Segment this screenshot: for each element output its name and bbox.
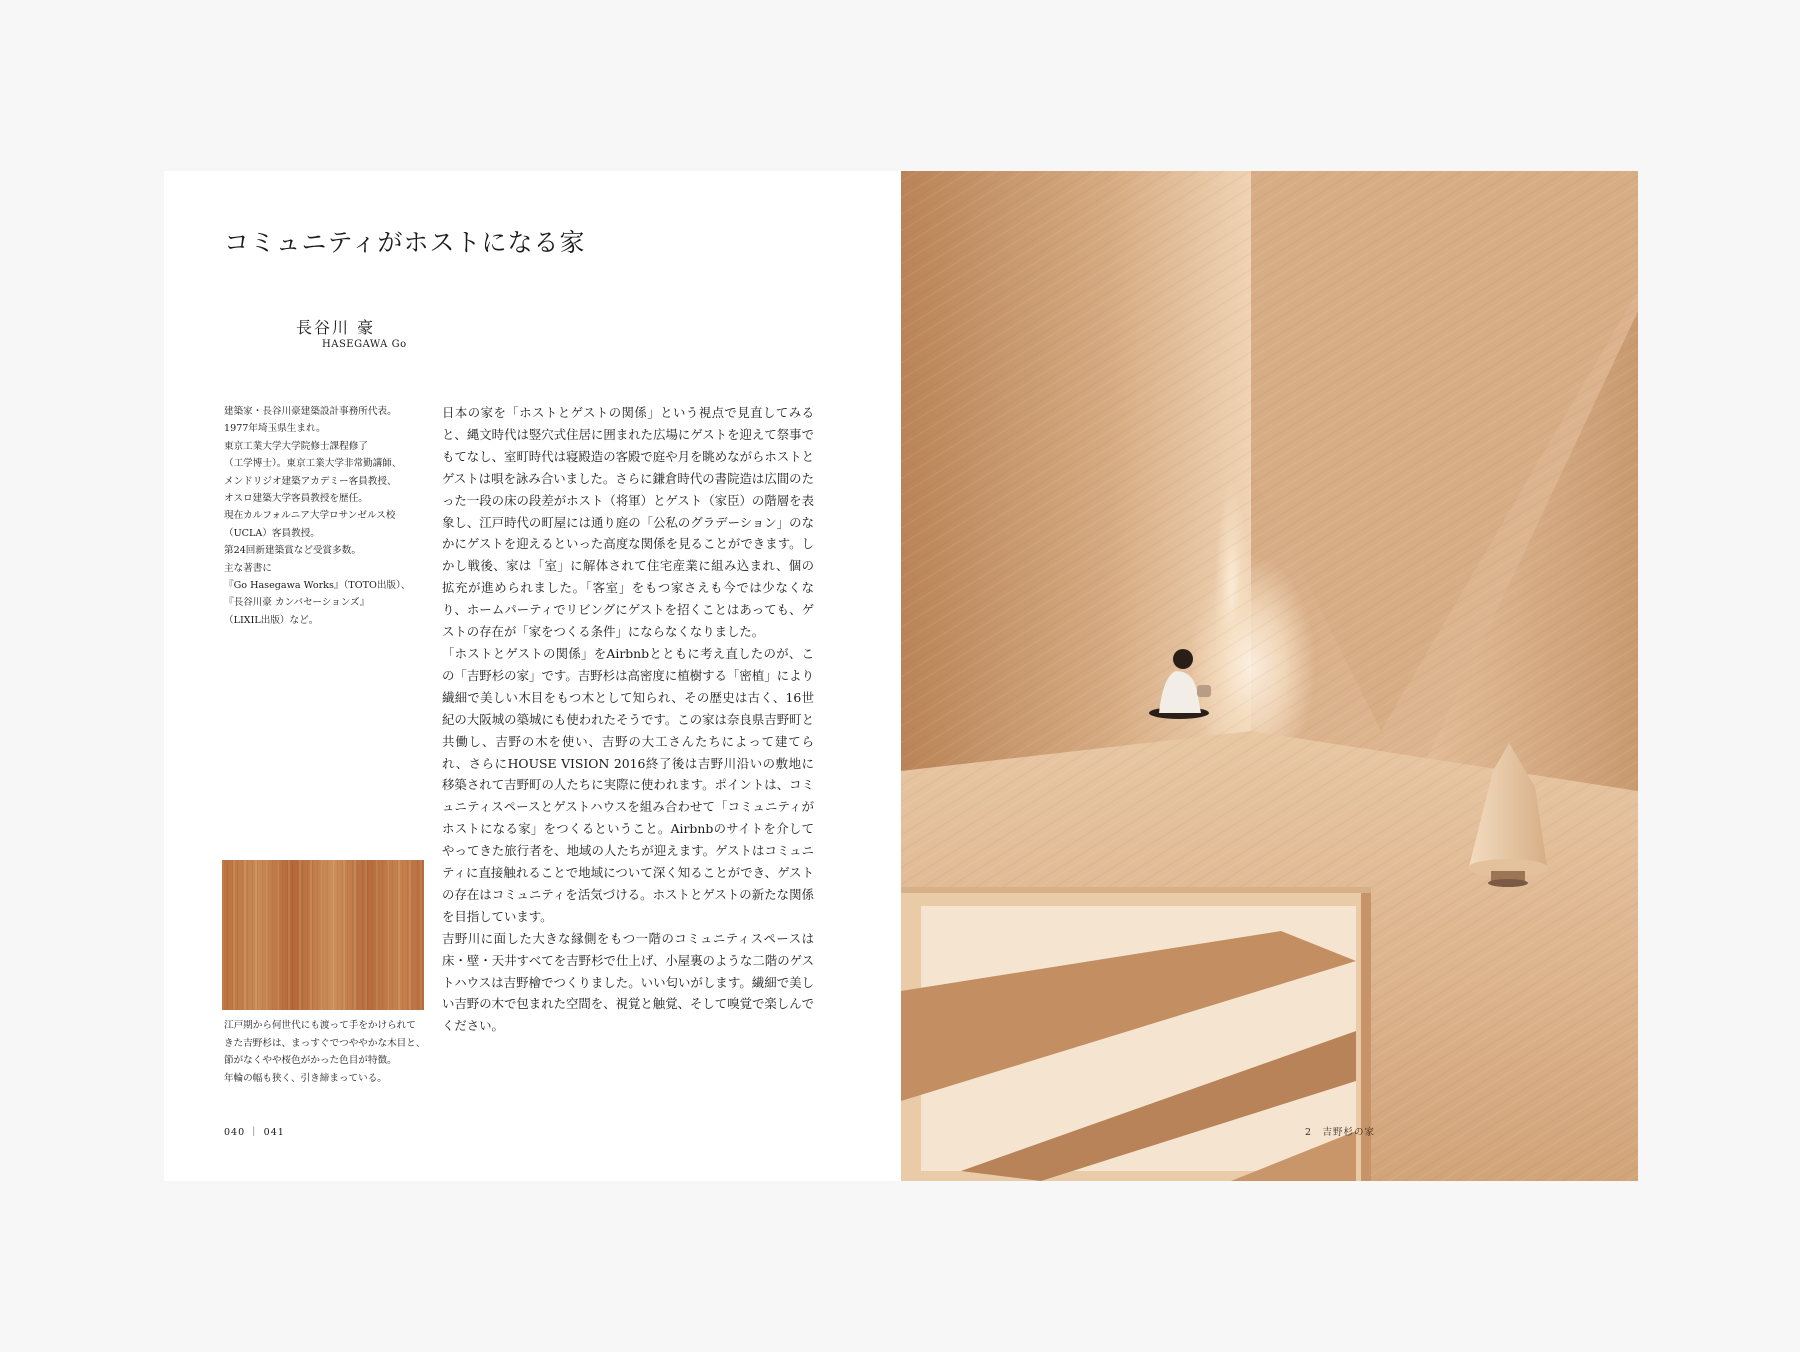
article-title: コミュニティがホストになる家 — [224, 228, 586, 257]
right-page-photo — [901, 171, 1638, 1181]
author-name-en: HASEGAWA Go — [322, 339, 407, 350]
caption-line: きた吉野杉は、まっすぐでつややかな木目と、 — [224, 1037, 426, 1049]
article-body — [442, 402, 814, 1037]
photo-caption: 2 吉野杉の家 — [1305, 1127, 1376, 1138]
body-paragraph: 「ホストとゲストの関係」をAirbnbとともに考え直したのが、この「吉野杉の家」です。吉野杉は高密度に植樹する「密植」により繊細で美しい木目をもつ木として知られ、その歴史は古く、16世紀の大阪城の築城にも使われたそうです。この家は奈良県吉野町と共働し、吉野の木を使い、吉野の大工さんたちによって建てられ、さらにHOUSE VISION 2016終了後は吉野川沿いの敷地に移築されて吉野町の人たちに実際に使われます。ポイントは、コミュニティスペースとゲストハウスを組み合わせて「コミュニティがホストになる家」をつくるということ。Airbnbのサイトを介してやってきた旅行者を、地域の人たちが迎えます。ゲストはコミュニティに直接触れることで地域について深く知ることができ、ゲストの存在はコミュニティを活気づける。ホストとゲストの新たな関係を目指しています。 — [442, 645, 814, 924]
body-paragraph: 吉野川に面した大きな縁側をもつ一階のコミュニティスペースは床・壁・天井すべてを吉野杉で仕上げ、小屋裏のような二階のゲストハウスは吉野檜でつくりました。いい匂いがします。繊細で美しい吉野の木で包まれた空間を、視覚と触覚、そして嗅覚で楽しんでください。 — [442, 930, 814, 1034]
wooden-interior-photo — [901, 171, 1638, 1181]
author-name-jp: 長谷川 豪 — [296, 318, 376, 337]
caption-line: 年輪の幅も狭く、引き締まっている。 — [224, 1072, 387, 1084]
swatch-caption — [224, 1017, 426, 1087]
bio-line: 現在カルフォルニア大学ロサンゼルス校 — [224, 510, 396, 522]
cedar-wood-swatch-image — [222, 860, 424, 1010]
bio-line: 1977年埼玉県生まれ。 — [224, 423, 326, 435]
caption-line: 江戸期から何世代にも渡って手をかけられて — [224, 1020, 416, 1031]
bio-line: （LIXIL出版）など。 — [224, 614, 319, 626]
bio-line: （工学博士）。東京工業大学非常勤講師、 — [224, 458, 402, 470]
left-page — [164, 171, 901, 1181]
book-spread — [164, 171, 1638, 1181]
bio-line: 主な著書に — [224, 562, 272, 574]
bio-line: オスロ建築大学客員教授を歴任。 — [224, 493, 368, 505]
bio-line: 『長谷川豪 カンバセーションズ』 — [224, 597, 370, 609]
author-bio — [224, 403, 420, 629]
page-numbers: 040 ｜ 041 — [224, 1127, 285, 1138]
bio-line: 『Go Hasegawa Works』（TOTO出版）、 — [224, 580, 411, 592]
bio-line: メンドリジオ建築アカデミー客員教授、 — [224, 475, 397, 487]
caption-line: 節がなくやや桜色がかった色目が特徴。 — [224, 1055, 397, 1067]
bio-line: 建築家・長谷川豪建築設計事務所代表。 — [224, 406, 397, 417]
bio-line: 東京工業大学大学院修士課程修了 — [224, 440, 368, 452]
bio-line: （UCLA）客員教授。 — [224, 527, 320, 539]
body-paragraph: 日本の家を「ホストとゲストの関係」という視点で見直してみると、縄文時代は竪穴式住居に囲まれた広場にゲストを迎えて祭事でもてなし、室町時代は寝殿造の客殿で庭や月を眺めながらホストとゲストは唄を詠み合いました。さらに鎌倉時代の書院造は広間のたった一段の床の段差がホスト（将軍）とゲスト（家臣）の階層を表象し、江戸時代の町屋には通り庭の「公私のグラデーション」のなかにゲストを迎えるといった高度な関係を見ることができます。しかし戦後、家は「室」に解体されて住宅産業に組み込まれ、個の拡充が進められました。「客室」をもつ家さえも今では少なくなり、ホームパーティでリビングにゲストを招くことはあっても、ゲストの存在が「家をつくる条件」にならなくなりました。 — [442, 405, 814, 640]
bio-line: 第24回新建築賞など受賞多数。 — [224, 545, 361, 557]
